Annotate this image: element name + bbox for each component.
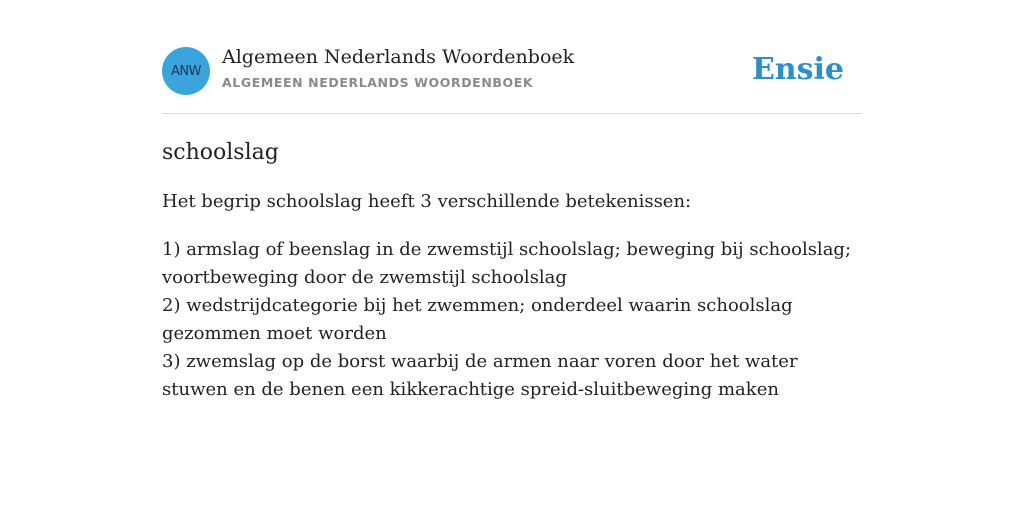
meanings-list [162,236,862,404]
meaning-item: 3) zwemslag op de borst waarbij de armen naar voren door het water stuwen en de benen een kikkerachtige spreid-sluitbeweging maken [162,351,798,400]
card-header [162,0,862,114]
source-title[interactable]: Algemeen Nederlands Woordenboek [222,46,575,68]
ensie-brand-link[interactable]: Ensie [751,52,844,87]
source-subtitle: ALGEMEEN NEDERLANDS WOORDENBOEK [222,75,534,90]
meaning-item: 2) wedstrijdcategorie bij het zwemmen; onderdeel waarin schoolslag gezommen moet worden [162,295,793,344]
meaning-item: 1) armslag of beenslag in de zwemstijl schoolslag; beweging bij schoolslag; voortbeweging door de zwemstijl schoolslag [162,239,852,288]
entry-intro: Het begrip schoolslag heeft 3 verschillende betekenissen: [162,191,692,212]
logo-text: ANW [171,63,201,79]
anw-logo [162,47,210,95]
entry-word: schoolslag [162,140,279,165]
definition-card [162,0,862,404]
